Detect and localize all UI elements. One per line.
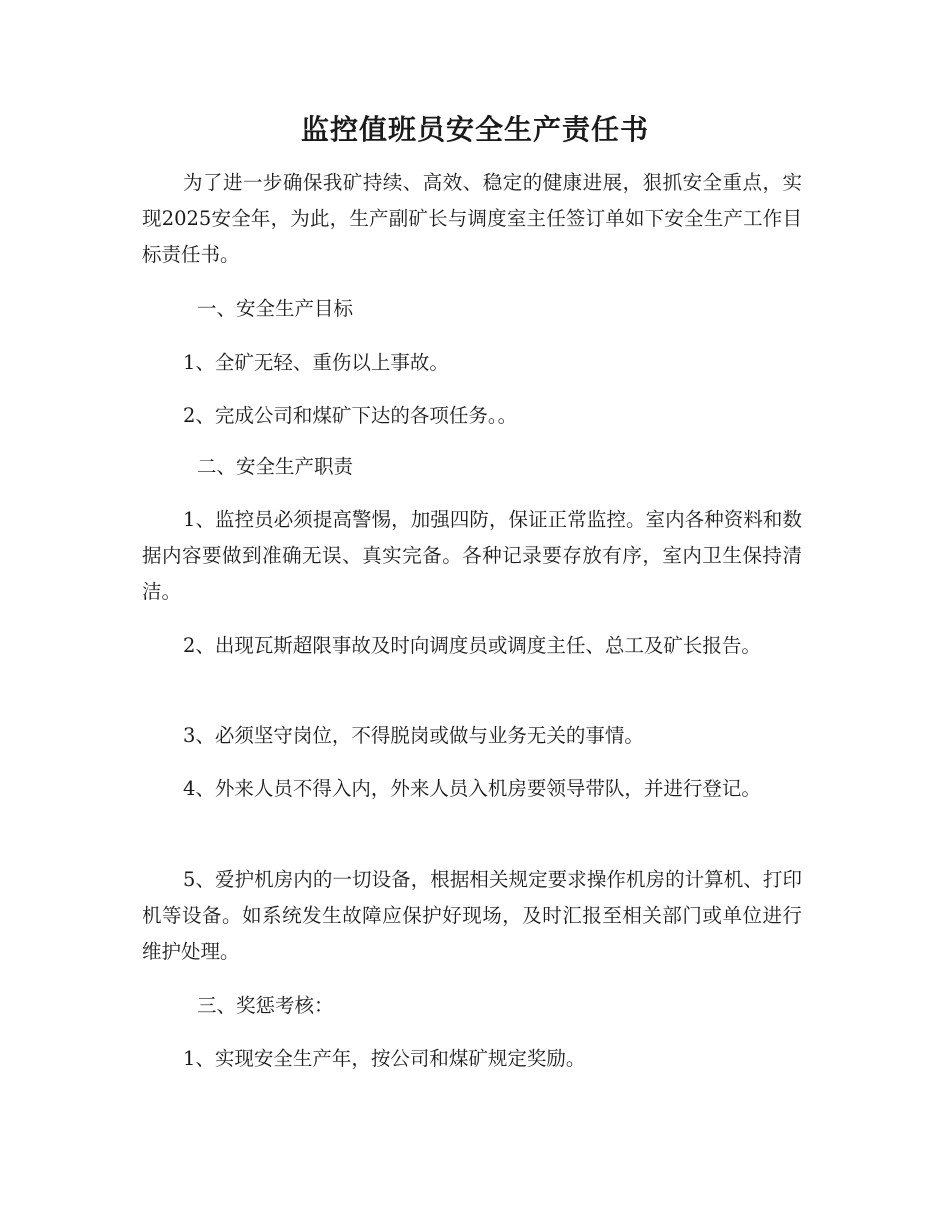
section-heading-rewards: 三、奖惩考核： (197, 994, 334, 1017)
duty-item-1: 1、监控员必须提高警惕，加强四防，保证正常监控。室内各种资料和数据内容要做到准确无误、真实完备。各种记录要存放有序，室内卫生保持清洁。 (142, 508, 802, 603)
intro-paragraph: 为了进一步确保我矿持续、高效、稳定的健康进展，狠抓安全重点，实现2025安全年，为此，生产副矿长与调度室主任签订单如下安全生产工作目标责任书。 (142, 171, 802, 266)
goal-item-2: 2、完成公司和煤矿下达的各项任务。。 (183, 404, 518, 427)
goal-item-1: 1、全矿无轻、重伤以上事故。 (183, 351, 449, 374)
duty-item-2: 2、出现瓦斯超限事故及时向调度员或调度主任、总工及矿长报告。 (183, 634, 761, 657)
duty-item-5: 5、爱护机房内的一切设备，根据相关规定要求操作机房的计算机、打印机等设备。如系统发生故障应保护好现场，及时汇报至相关部门或单位进行维护处理。 (142, 868, 802, 963)
document-title: 监控值班员安全生产责任书 (300, 113, 649, 146)
duty-item-3: 3、必须坚守岗位，不得脱岗或做与业务无关的事情。 (183, 724, 644, 747)
reward-item-1: 1、实现安全生产年，按公司和煤矿规定奖励。 (183, 1047, 586, 1070)
section-heading-duties: 二、安全生产职责 (197, 455, 354, 478)
duty-item-4: 4、外来人员不得入内，外来人员入机房要领导带队，并进行登记。 (183, 777, 761, 800)
section-heading-goals: 一、安全生产目标 (197, 297, 354, 320)
